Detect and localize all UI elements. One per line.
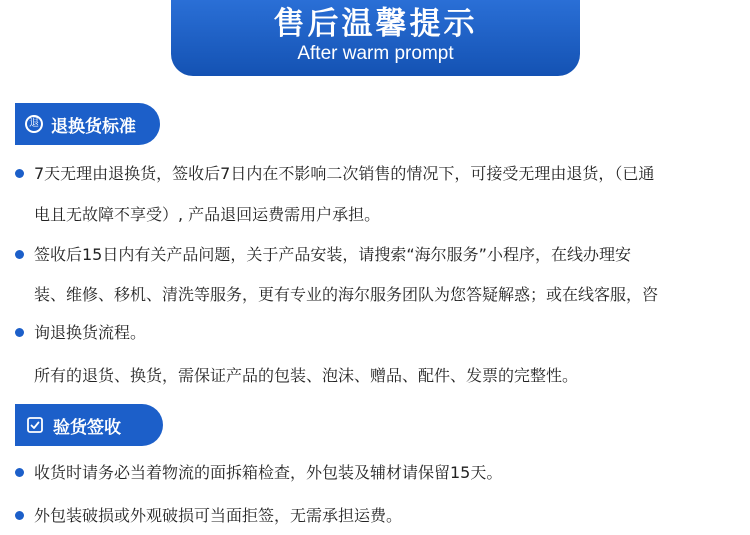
policy-line: 电且无故障不享受）, 产品退回运费需用户承担。 xyxy=(34,205,381,224)
section-title: 退换货标准 xyxy=(51,116,136,137)
section-title: 验货签收 xyxy=(53,417,121,438)
return-circle-icon: 退 xyxy=(25,115,43,133)
policy-line: 所有的退货、换货，需保证产品的包装、泡沫、赠品、配件、发票的完整性。 xyxy=(34,366,579,385)
policy-line: 7天无理由退换货，签收后7日内在不影响二次销售的情况下，可接受无理由退货，（已通 xyxy=(34,164,655,183)
policy-line: 外包装破损或外观破损可当面拒签，无需承担运费。 xyxy=(34,506,403,525)
policy-line: 收货时请务必当着物流的面拆箱检查，外包装及辅材请保留15天。 xyxy=(34,463,503,482)
policy-line: 签收后15日内有关产品问题，关于产品安装，请搜索“海尔服务”小程序，在线办理安 xyxy=(34,245,631,264)
policy-line: 装、维修、移机、清洗等服务，更有专业的海尔服务团队为您答疑解惑；或在线客服，咨 xyxy=(34,285,659,304)
bullet-dot xyxy=(15,169,24,178)
checklist-icon xyxy=(25,415,45,435)
section-header-inspection xyxy=(15,404,163,446)
section-header-return-policy xyxy=(15,103,160,145)
page-title: 售后温馨提示 xyxy=(273,6,478,42)
bullet-dot xyxy=(15,328,24,337)
bullet-dot xyxy=(15,250,24,259)
bullet-dot xyxy=(15,511,24,520)
page-subtitle: After warm prompt xyxy=(297,43,454,64)
policy-line: 询退换货流程。 xyxy=(34,323,147,342)
header-banner xyxy=(171,0,580,76)
bullet-dot xyxy=(15,468,24,477)
